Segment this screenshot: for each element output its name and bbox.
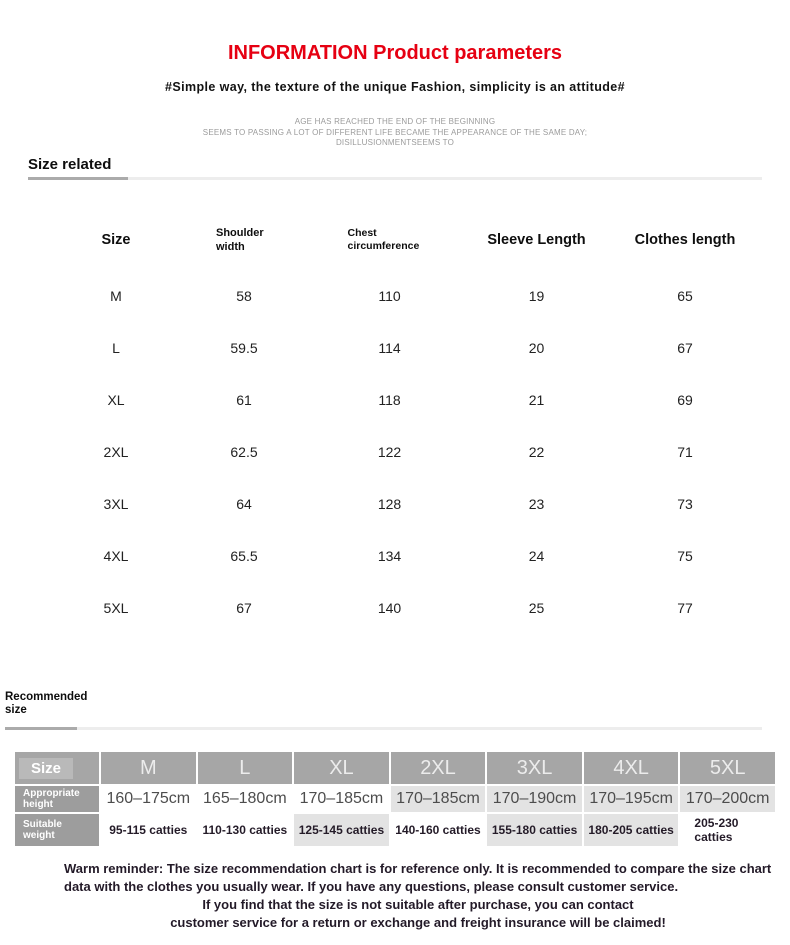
rec-header-5xl: 5XL [680,752,775,784]
page-title: INFORMATION Product parameters [227,42,563,64]
size-table-header-clothes-length: Clothes length [634,232,736,248]
sleeve-cell-3xl: 23 [528,496,545,512]
rec-header-xl: XL [294,752,389,784]
shoulder-cell-3xl: 64 [236,496,252,512]
size-table [60,210,760,634]
sleeve-cell-4xl: 24 [528,548,545,564]
rec-row-label-height: Appropriate height [15,786,99,812]
rec-header-4xl: 4XL [584,752,679,784]
sleeve-cell-m: 19 [528,288,545,304]
weight-cell-3xl: 155-180 catties [487,814,582,846]
rec-corner-label: Size [19,758,73,779]
size-cell-l: L [112,340,120,356]
recommended-size-divider [5,727,762,730]
shoulder-cell-l: 59.5 [230,340,258,356]
chest-cell-l: 114 [378,340,401,356]
sleeve-cell-2xl: 22 [528,444,545,460]
size-cell-5xl: 5XL [103,600,129,616]
size-table-header-sleeve-length: Sleeve Length [487,232,586,248]
height-cell-l: 165–180cm [198,786,293,812]
chest-cell-5xl: 140 [377,600,402,616]
return-policy-note [64,896,772,931]
rec-header-3xl: 3XL [487,752,582,784]
sleeve-cell-xl: 21 [528,392,545,408]
return-note-line-2: customer service for a return or exchange and freight insurance will be claimed! [170,914,666,930]
rec-table-corner-cell [15,752,99,784]
tagline-line-3: DISILLUSIONMENTSEEMS TO [335,138,455,147]
weight-cell-l: 110-130 catties [198,814,293,846]
height-cell-xl: 170–185cm [294,786,389,812]
warm-reminder-text: Warm reminder: The size recommendation chart is for reference only. It is recommended to compare the size chart data with the clothes you usually wear. If you have any questions, please consult customer service. [64,861,772,894]
weight-cell-4xl: 180-205 catties [584,814,679,846]
clothes-cell-4xl: 75 [677,548,693,564]
shoulder-cell-2xl: 62.5 [230,444,258,460]
weight-cell-2xl: 140-160 catties [391,814,486,846]
clothes-cell-m: 65 [677,288,693,304]
size-cell-m: M [110,288,122,304]
rec-row-label-weight: Suitable weight [15,814,99,846]
chest-cell-2xl: 122 [377,444,402,460]
sleeve-cell-5xl: 25 [528,600,545,616]
clothes-cell-xl: 69 [677,392,693,408]
rec-header-m: M [101,752,196,784]
height-cell-3xl: 170–190cm [487,786,582,812]
recommended-size-heading: Recommended size [5,691,88,716]
size-table-header-size: Size [101,232,131,248]
sleeve-cell-l: 20 [528,340,545,356]
chest-cell-m: 110 [378,288,401,304]
chest-cell-4xl: 134 [377,548,402,564]
size-related-heading: Size related [28,156,112,173]
chest-cell-3xl: 128 [377,496,402,512]
size-table-header-shoulder-width: Shoulder width [216,227,264,253]
rec-header-l: L [198,752,293,784]
height-cell-4xl: 170–195cm [584,786,679,812]
shoulder-cell-5xl: 67 [236,600,252,616]
tagline-line-1: AGE HAS REACHED THE END OF THE BEGINNING [294,117,496,126]
recommended-size-table [15,752,775,846]
divider-accent [5,727,77,730]
return-note-line-1: If you find that the size is not suitable after purchase, you can contact [202,897,634,912]
size-table-header-chest-circumference: Chest circumference [347,227,420,252]
height-cell-5xl: 170–200cm [680,786,775,812]
size-cell-xl: XL [107,392,125,408]
clothes-cell-3xl: 73 [677,496,693,512]
tagline-line-2: SEEMS TO PASSING A LOT OF DIFFERENT LIFE BECAME THE APPEARANCE OF THE SAME DAY; [202,127,588,137]
size-related-divider [28,177,762,180]
clothes-cell-l: 67 [677,340,693,356]
shoulder-cell-xl: 61 [236,392,252,408]
height-cell-m: 160–175cm [101,786,196,812]
rec-header-2xl: 2XL [391,752,486,784]
weight-cell-m: 95-115 catties [101,814,196,846]
page-subtitle: #Simple way, the texture of the unique Fashion, simplicity is an attitude# [164,80,625,94]
clothes-cell-5xl: 77 [677,600,693,616]
clothes-cell-2xl: 71 [677,444,693,460]
height-cell-2xl: 170–185cm [391,786,486,812]
tagline [0,117,790,149]
chest-cell-xl: 118 [378,392,401,408]
weight-cell-5xl: 205-230 catties [680,814,775,846]
size-cell-2xl: 2XL [103,444,129,460]
shoulder-cell-m: 58 [236,288,252,304]
weight-cell-xl: 125-145 catties [294,814,389,846]
size-cell-4xl: 4XL [103,548,129,564]
shoulder-cell-4xl: 65.5 [230,548,258,564]
divider-accent [28,177,128,180]
size-cell-3xl: 3XL [103,496,129,512]
